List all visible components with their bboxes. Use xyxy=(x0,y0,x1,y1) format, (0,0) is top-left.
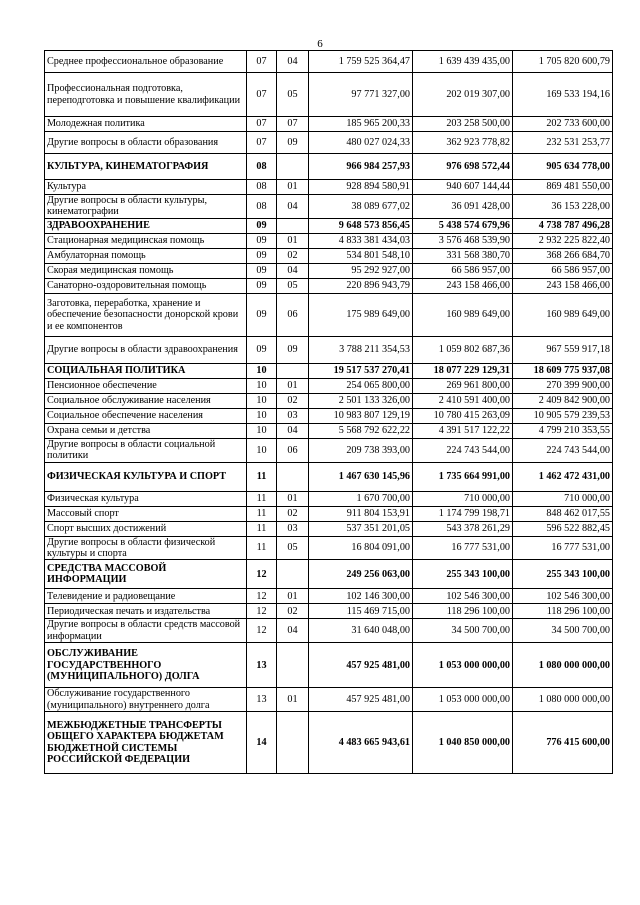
amount-year-3: 1 705 820 600,79 xyxy=(513,51,613,73)
amount-year-1: 1 759 525 364,47 xyxy=(309,51,413,73)
amount-year-3: 905 634 778,00 xyxy=(513,154,613,180)
table-row xyxy=(45,233,613,248)
subsection-code: 03 xyxy=(277,408,309,423)
row-name: Профессиональная подготовка, переподготовка и повышение квалификации xyxy=(45,73,247,117)
amount-year-1: 2 501 133 326,00 xyxy=(309,393,413,408)
row-name: Другие вопросы в области физической культуры и спорта xyxy=(45,536,247,560)
row-name: Другие вопросы в области культуры, кинематографии xyxy=(45,195,247,219)
section-code: 10 xyxy=(247,393,277,408)
amount-year-1: 97 771 327,00 xyxy=(309,73,413,117)
amount-year-2: 2 410 591 400,00 xyxy=(413,393,513,408)
row-name: ЗДРАВООХРАНЕНИЕ xyxy=(45,218,247,233)
table-row xyxy=(45,506,613,521)
subsection-code: 04 xyxy=(277,195,309,219)
table-row xyxy=(45,378,613,393)
subsection-code xyxy=(277,154,309,180)
subsection-code: 02 xyxy=(277,248,309,263)
amount-year-2: 224 743 544,00 xyxy=(413,438,513,462)
section-code: 08 xyxy=(247,180,277,195)
amount-year-3: 10 905 579 239,53 xyxy=(513,408,613,423)
amount-year-2: 710 000,00 xyxy=(413,491,513,506)
amount-year-2: 203 258 500,00 xyxy=(413,117,513,132)
amount-year-3: 2 932 225 822,40 xyxy=(513,233,613,248)
section-row xyxy=(45,154,613,180)
table-row xyxy=(45,73,613,117)
subsection-code xyxy=(277,560,309,589)
amount-year-1: 457 925 481,00 xyxy=(309,643,413,688)
subsection-code: 05 xyxy=(277,73,309,117)
subsection-code: 09 xyxy=(277,132,309,154)
amount-year-1: 1 670 700,00 xyxy=(309,491,413,506)
section-code: 09 xyxy=(247,263,277,278)
table-row xyxy=(45,117,613,132)
section-code: 10 xyxy=(247,363,277,378)
subsection-code: 06 xyxy=(277,438,309,462)
section-code: 07 xyxy=(247,73,277,117)
amount-year-2: 4 391 517 122,22 xyxy=(413,423,513,438)
table-row xyxy=(45,263,613,278)
row-name: Физическая культура xyxy=(45,491,247,506)
amount-year-1: 911 804 153,91 xyxy=(309,506,413,521)
amount-year-2: 243 158 466,00 xyxy=(413,278,513,293)
section-code: 11 xyxy=(247,491,277,506)
row-name: Заготовка, переработка, хранение и обеспечение безопасности донорской крови и ее компонентов xyxy=(45,293,247,336)
section-code: 10 xyxy=(247,378,277,393)
amount-year-3: 1 080 000 000,00 xyxy=(513,643,613,688)
row-name: Культура xyxy=(45,180,247,195)
amount-year-1: 9 648 573 856,45 xyxy=(309,218,413,233)
subsection-code: 04 xyxy=(277,263,309,278)
amount-year-3: 967 559 917,18 xyxy=(513,336,613,363)
row-name: Скорая медицинская помощь xyxy=(45,263,247,278)
amount-year-3: 1 462 472 431,00 xyxy=(513,462,613,491)
section-code: 12 xyxy=(247,604,277,619)
amount-year-3: 34 500 700,00 xyxy=(513,619,613,643)
amount-year-2: 1 639 439 435,00 xyxy=(413,51,513,73)
amount-year-3: 4 738 787 496,28 xyxy=(513,218,613,233)
amount-year-2: 66 586 957,00 xyxy=(413,263,513,278)
section-code: 07 xyxy=(247,51,277,73)
section-code: 12 xyxy=(247,589,277,604)
amount-year-2: 18 077 229 129,31 xyxy=(413,363,513,378)
row-name: Пенсионное обеспечение xyxy=(45,378,247,393)
amount-year-1: 254 065 800,00 xyxy=(309,378,413,393)
section-code: 11 xyxy=(247,506,277,521)
amount-year-1: 3 788 211 354,53 xyxy=(309,336,413,363)
section-code: 10 xyxy=(247,408,277,423)
amount-year-1: 5 568 792 622,22 xyxy=(309,423,413,438)
amount-year-1: 209 738 393,00 xyxy=(309,438,413,462)
table-row xyxy=(45,195,613,219)
amount-year-3: 596 522 882,45 xyxy=(513,521,613,536)
subsection-code: 05 xyxy=(277,278,309,293)
table-row xyxy=(45,604,613,619)
amount-year-2: 362 923 778,82 xyxy=(413,132,513,154)
section-code: 10 xyxy=(247,438,277,462)
row-name: Охрана семьи и детства xyxy=(45,423,247,438)
subsection-code: 09 xyxy=(277,336,309,363)
row-name: КУЛЬТУРА, КИНЕМАТОГРАФИЯ xyxy=(45,154,247,180)
row-name: Телевидение и радиовещание xyxy=(45,589,247,604)
subsection-code: 04 xyxy=(277,423,309,438)
amount-year-1: 966 984 257,93 xyxy=(309,154,413,180)
amount-year-3: 776 415 600,00 xyxy=(513,712,613,774)
amount-year-3: 270 399 900,00 xyxy=(513,378,613,393)
amount-year-2: 269 961 800,00 xyxy=(413,378,513,393)
section-code: 07 xyxy=(247,117,277,132)
amount-year-3: 102 546 300,00 xyxy=(513,589,613,604)
amount-year-1: 185 965 200,33 xyxy=(309,117,413,132)
amount-year-3: 255 343 100,00 xyxy=(513,560,613,589)
amount-year-3: 243 158 466,00 xyxy=(513,278,613,293)
amount-year-3: 1 080 000 000,00 xyxy=(513,688,613,712)
section-row xyxy=(45,712,613,774)
table-row xyxy=(45,438,613,462)
amount-year-2: 255 343 100,00 xyxy=(413,560,513,589)
amount-year-1: 1 467 630 145,96 xyxy=(309,462,413,491)
subsection-code xyxy=(277,218,309,233)
amount-year-3: 232 531 253,77 xyxy=(513,132,613,154)
section-row xyxy=(45,218,613,233)
amount-year-2: 1 735 664 991,00 xyxy=(413,462,513,491)
table-row xyxy=(45,248,613,263)
section-code: 09 xyxy=(247,278,277,293)
row-name: Другие вопросы в области здравоохранения xyxy=(45,336,247,363)
subsection-code: 05 xyxy=(277,536,309,560)
section-code: 09 xyxy=(247,218,277,233)
amount-year-3: 169 533 194,16 xyxy=(513,73,613,117)
section-code: 12 xyxy=(247,619,277,643)
subsection-code: 02 xyxy=(277,393,309,408)
amount-year-3: 16 777 531,00 xyxy=(513,536,613,560)
section-code: 13 xyxy=(247,643,277,688)
amount-year-3: 869 481 550,00 xyxy=(513,180,613,195)
amount-year-3: 710 000,00 xyxy=(513,491,613,506)
subsection-code: 01 xyxy=(277,589,309,604)
table-row xyxy=(45,589,613,604)
row-name: Другие вопросы в области образования xyxy=(45,132,247,154)
row-name: Другие вопросы в области средств массовой информации xyxy=(45,619,247,643)
subsection-code: 01 xyxy=(277,180,309,195)
subsection-code: 02 xyxy=(277,506,309,521)
amount-year-2: 1 040 850 000,00 xyxy=(413,712,513,774)
subsection-code xyxy=(277,363,309,378)
table-row xyxy=(45,293,613,336)
table-row xyxy=(45,132,613,154)
amount-year-1: 19 517 537 270,41 xyxy=(309,363,413,378)
table-row xyxy=(45,536,613,560)
amount-year-1: 102 146 300,00 xyxy=(309,589,413,604)
row-name: Социальное обеспечение населения xyxy=(45,408,247,423)
row-name: Санаторно-оздоровительная помощь xyxy=(45,278,247,293)
table-row xyxy=(45,491,613,506)
subsection-code: 01 xyxy=(277,688,309,712)
amount-year-2: 331 568 380,70 xyxy=(413,248,513,263)
amount-year-3: 368 266 684,70 xyxy=(513,248,613,263)
amount-year-3: 202 733 600,00 xyxy=(513,117,613,132)
row-name: ФИЗИЧЕСКАЯ КУЛЬТУРА И СПОРТ xyxy=(45,462,247,491)
amount-year-2: 5 438 574 679,96 xyxy=(413,218,513,233)
row-name: СОЦИАЛЬНАЯ ПОЛИТИКА xyxy=(45,363,247,378)
amount-year-2: 118 296 100,00 xyxy=(413,604,513,619)
row-name: Амбулаторная помощь xyxy=(45,248,247,263)
row-name: Массовый спорт xyxy=(45,506,247,521)
section-row xyxy=(45,560,613,589)
subsection-code: 06 xyxy=(277,293,309,336)
amount-year-2: 543 378 261,29 xyxy=(413,521,513,536)
row-name: Стационарная медицинская помощь xyxy=(45,233,247,248)
amount-year-2: 1 053 000 000,00 xyxy=(413,643,513,688)
section-code: 08 xyxy=(247,195,277,219)
amount-year-1: 249 256 063,00 xyxy=(309,560,413,589)
amount-year-1: 537 351 201,05 xyxy=(309,521,413,536)
row-name: СРЕДСТВА МАССОВОЙ ИНФОРМАЦИИ xyxy=(45,560,247,589)
row-name: Обслуживание государственного (муниципального) внутреннего долга xyxy=(45,688,247,712)
row-name: Среднее профессиональное образование xyxy=(45,51,247,73)
amount-year-3: 118 296 100,00 xyxy=(513,604,613,619)
amount-year-2: 1 174 799 198,71 xyxy=(413,506,513,521)
amount-year-1: 115 469 715,00 xyxy=(309,604,413,619)
amount-year-3: 224 743 544,00 xyxy=(513,438,613,462)
section-code: 09 xyxy=(247,293,277,336)
subsection-code: 04 xyxy=(277,51,309,73)
amount-year-2: 940 607 144,44 xyxy=(413,180,513,195)
table-row xyxy=(45,408,613,423)
amount-year-1: 4 483 665 943,61 xyxy=(309,712,413,774)
section-code: 09 xyxy=(247,336,277,363)
subsection-code xyxy=(277,462,309,491)
row-name: Другие вопросы в области социальной политики xyxy=(45,438,247,462)
amount-year-1: 480 027 024,33 xyxy=(309,132,413,154)
amount-year-2: 1 059 802 687,36 xyxy=(413,336,513,363)
amount-year-1: 38 089 677,02 xyxy=(309,195,413,219)
subsection-code xyxy=(277,712,309,774)
row-name: МЕЖБЮДЖЕТНЫЕ ТРАНСФЕРТЫ ОБЩЕГО ХАРАКТЕРА БЮДЖЕТАМ БЮДЖЕТНОЙ СИСТЕМЫ РОССИЙСКОЙ ФЕДЕРАЦИИ xyxy=(45,712,247,774)
subsection-code: 02 xyxy=(277,604,309,619)
amount-year-1: 220 896 943,79 xyxy=(309,278,413,293)
amount-year-3: 2 409 842 900,00 xyxy=(513,393,613,408)
section-code: 09 xyxy=(247,248,277,263)
amount-year-3: 848 462 017,55 xyxy=(513,506,613,521)
subsection-code: 04 xyxy=(277,619,309,643)
amount-year-2: 36 091 428,00 xyxy=(413,195,513,219)
section-code: 11 xyxy=(247,521,277,536)
subsection-code: 07 xyxy=(277,117,309,132)
row-name: ОБСЛУЖИВАНИЕ ГОСУДАРСТВЕННОГО (МУНИЦИПАЛЬНОГО) ДОЛГА xyxy=(45,643,247,688)
section-code: 08 xyxy=(247,154,277,180)
amount-year-3: 160 989 649,00 xyxy=(513,293,613,336)
table-row xyxy=(45,521,613,536)
row-name: Периодическая печать и издательства xyxy=(45,604,247,619)
amount-year-2: 34 500 700,00 xyxy=(413,619,513,643)
amount-year-2: 976 698 572,44 xyxy=(413,154,513,180)
section-row xyxy=(45,363,613,378)
table-row xyxy=(45,688,613,712)
amount-year-2: 160 989 649,00 xyxy=(413,293,513,336)
amount-year-1: 95 292 927,00 xyxy=(309,263,413,278)
amount-year-1: 10 983 807 129,19 xyxy=(309,408,413,423)
subsection-code: 01 xyxy=(277,378,309,393)
section-code: 07 xyxy=(247,132,277,154)
row-name: Спорт высших достижений xyxy=(45,521,247,536)
amount-year-2: 3 576 468 539,90 xyxy=(413,233,513,248)
amount-year-1: 31 640 048,00 xyxy=(309,619,413,643)
section-code: 12 xyxy=(247,560,277,589)
amount-year-1: 534 801 548,10 xyxy=(309,248,413,263)
table-row xyxy=(45,423,613,438)
amount-year-2: 102 546 300,00 xyxy=(413,589,513,604)
amount-year-3: 66 586 957,00 xyxy=(513,263,613,278)
table-row xyxy=(45,51,613,73)
subsection-code: 03 xyxy=(277,521,309,536)
amount-year-3: 4 799 210 353,55 xyxy=(513,423,613,438)
amount-year-2: 16 777 531,00 xyxy=(413,536,513,560)
amount-year-3: 36 153 228,00 xyxy=(513,195,613,219)
section-code: 11 xyxy=(247,462,277,491)
section-code: 09 xyxy=(247,233,277,248)
table-row xyxy=(45,336,613,363)
section-row xyxy=(45,462,613,491)
amount-year-1: 4 833 381 434,03 xyxy=(309,233,413,248)
table-row xyxy=(45,619,613,643)
row-name: Молодежная политика xyxy=(45,117,247,132)
budget-table xyxy=(44,50,613,774)
section-code: 11 xyxy=(247,536,277,560)
section-code: 10 xyxy=(247,423,277,438)
section-code: 13 xyxy=(247,688,277,712)
amount-year-2: 202 019 307,00 xyxy=(413,73,513,117)
amount-year-1: 16 804 091,00 xyxy=(309,536,413,560)
subsection-code xyxy=(277,643,309,688)
subsection-code: 01 xyxy=(277,491,309,506)
amount-year-2: 1 053 000 000,00 xyxy=(413,688,513,712)
amount-year-3: 18 609 775 937,08 xyxy=(513,363,613,378)
table-row xyxy=(45,180,613,195)
amount-year-1: 457 925 481,00 xyxy=(309,688,413,712)
table-row xyxy=(45,278,613,293)
table-row xyxy=(45,393,613,408)
page-number: 6 xyxy=(317,38,323,50)
section-row xyxy=(45,643,613,688)
amount-year-1: 928 894 580,91 xyxy=(309,180,413,195)
amount-year-2: 10 780 415 263,09 xyxy=(413,408,513,423)
amount-year-1: 175 989 649,00 xyxy=(309,293,413,336)
section-code: 14 xyxy=(247,712,277,774)
row-name: Социальное обслуживание населения xyxy=(45,393,247,408)
subsection-code: 01 xyxy=(277,233,309,248)
